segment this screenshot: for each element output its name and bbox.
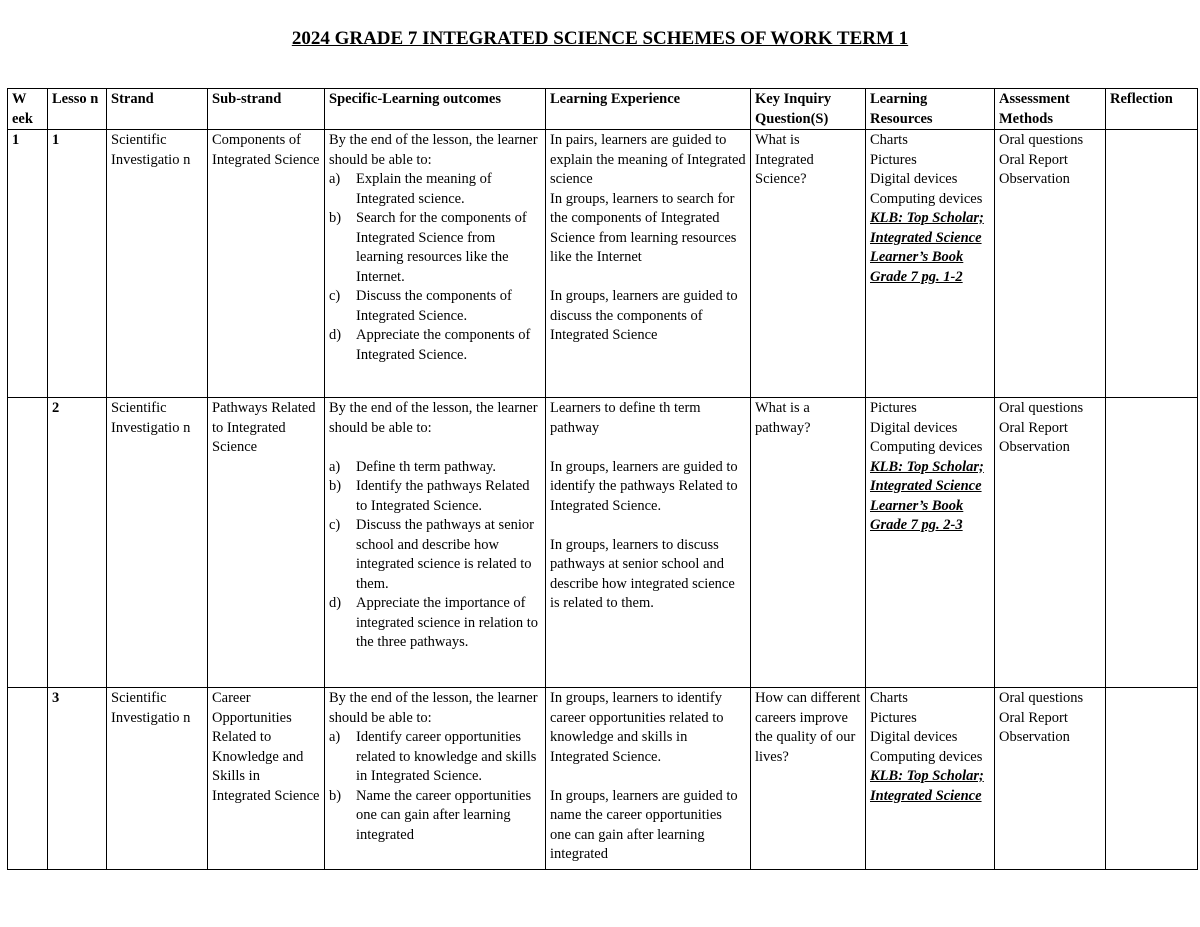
assessment-cell [995, 130, 1106, 398]
resources-cell [866, 398, 995, 688]
outcome-text: Define th term pathway. [356, 458, 496, 475]
assessment-item: Oral Report [999, 419, 1068, 436]
outcomes-cell [325, 398, 546, 688]
document-title: 2024 GRADE 7 INTEGRATED SCIENCE SCHEMES OF WORK TERM 1 [291, 28, 909, 49]
resource-item: Charts [870, 690, 908, 706]
header-inquiry: Key Inquiry Question(S) [751, 89, 866, 130]
week-cell [8, 398, 48, 688]
inquiry-cell: How can different careers improve the quality of our lives? [751, 688, 866, 870]
table-header-row [8, 89, 1198, 130]
experience-paragraph: In groups, learners are guided to name the career opportunities one can gain after learning integrated [550, 787, 738, 862]
lesson-cell: 1 [48, 130, 107, 398]
lesson-cell: 3 [48, 688, 107, 870]
assessment-item: Oral questions [999, 132, 1084, 148]
resource-item: Digital devices [870, 171, 958, 187]
outcome-item [329, 516, 541, 594]
assessment-item: Oral questions [999, 690, 1084, 706]
reflection-cell [1106, 398, 1198, 688]
strand-cell: Scientific Investigatio n [107, 688, 208, 870]
week-cell: 1 [8, 130, 48, 398]
paragraph-spacer [550, 767, 746, 787]
lesson-cell: 2 [48, 398, 107, 688]
resource-item: Charts [870, 132, 908, 148]
assessment-item: Observation [999, 171, 1070, 187]
experience-paragraph: Learners to define th term pathway [550, 400, 701, 436]
outcome-marker: b) [329, 787, 342, 804]
inquiry-cell: What is Integrated Science? [751, 130, 866, 398]
reflection-cell [1106, 130, 1198, 398]
paragraph-spacer [550, 438, 746, 458]
outcome-item [329, 458, 541, 478]
outcome-marker: b) [329, 478, 342, 494]
outcome-text: Identify career opportunities related to knowledge and skills in Integrated Science. [356, 729, 537, 784]
outcome-text: Name the career opportunities one can gain after learning integrated [356, 787, 532, 843]
resources-cell [866, 130, 995, 398]
header-outcomes: Specific-Learning outcomes [325, 89, 546, 130]
inquiry-cell: What is a pathway? [751, 398, 866, 688]
table-row [8, 130, 1198, 398]
assessment-item: Observation [999, 439, 1070, 455]
experience-paragraph: In groups, learners to discuss pathways at senior school and describe how integrated science is related to them. [550, 536, 735, 611]
outcome-item [329, 209, 541, 287]
resource-item: Computing devices [870, 439, 983, 455]
experience-paragraph: In groups, learners to search for the components of Integrated Science from learning resources like the Internet [550, 190, 737, 265]
resource-item: Digital devices [870, 419, 958, 436]
resource-item: Computing devices [870, 748, 983, 765]
assessment-cell [995, 398, 1106, 688]
outcomes-cell [325, 688, 546, 870]
assessment-item: Oral Report [999, 709, 1068, 726]
outcome-text: Explain the meaning of Integrated science. [356, 171, 492, 207]
outcome-marker: a) [329, 171, 341, 187]
outcome-marker: a) [329, 729, 341, 745]
resource-item: Pictures [870, 709, 917, 726]
assessment-cell [995, 688, 1106, 870]
assessment-item: Oral Report [999, 151, 1068, 168]
outcomes-cell [325, 130, 546, 398]
outcome-marker: d) [329, 595, 342, 611]
outcomes-list [329, 458, 541, 653]
outcomes-list [329, 170, 541, 365]
header-experience: Learning Experience [546, 89, 751, 130]
outcome-item [329, 477, 541, 516]
experience-paragraph: In groups, learners are guided to discuss the components of Integrated Science [550, 288, 738, 343]
experience-paragraph: In groups, learners to identify career opportunities related to knowledge and skills in Integrated Science. [550, 690, 724, 765]
assessment-item: Observation [999, 729, 1070, 745]
outcome-text: Appreciate the components of Integrated Science. [356, 327, 531, 363]
resource-item: Computing devices [870, 190, 983, 207]
paragraph-spacer [550, 268, 746, 288]
experience-cell [546, 130, 751, 398]
schemes-of-work-table [7, 88, 1198, 870]
assessment-item: Oral questions [999, 400, 1084, 416]
outcome-item [329, 326, 541, 365]
outcome-item [329, 287, 541, 326]
experience-paragraph: In groups, learners are guided to identify the pathways Related to Integrated Science. [550, 458, 738, 514]
textbook-reference: KLB: Top Scholar; Integrated Science Learner’s Book Grade 7 pg. 1-2 [870, 210, 984, 285]
paragraph-spacer [550, 516, 746, 536]
textbook-reference: KLB: Top Scholar; Integrated Science Learner’s Book Grade 7 pg. 2-3 [870, 458, 984, 533]
outcome-marker: d) [329, 327, 342, 343]
outcome-marker: c) [329, 517, 341, 533]
outcome-text: Search for the components of Integrated Science from learning resources like the Internet. [356, 210, 527, 285]
outcome-marker: c) [329, 288, 341, 304]
header-lesson: Lesso n [48, 89, 107, 130]
outcomes-intro: By the end of the lesson, the learner should be able to: [329, 690, 538, 726]
outcomes-intro: By the end of the lesson, the learner should be able to: [329, 400, 538, 436]
textbook-reference: KLB: Top Scholar; Integrated Science [870, 768, 984, 804]
outcomes-list [329, 728, 541, 845]
table-row [8, 398, 1198, 688]
experience-cell [546, 688, 751, 870]
resource-item: Pictures [870, 400, 917, 416]
outcomes-intro: By the end of the lesson, the learner should be able to: [329, 132, 538, 168]
table-row [8, 688, 1198, 870]
resources-cell [866, 688, 995, 870]
outcome-item [329, 594, 541, 653]
outcome-item [329, 170, 541, 209]
strand-cell: Scientific Investigatio n [107, 130, 208, 398]
substrand-cell: Components of Integrated Science [208, 130, 325, 398]
experience-cell [546, 398, 751, 688]
outcome-text: Appreciate the importance of integrated science in relation to the three pathways. [356, 595, 538, 650]
outcome-item [329, 728, 541, 787]
outcome-text: Identify the pathways Related to Integrated Science. [356, 478, 530, 514]
outcome-marker: b) [329, 210, 342, 226]
resource-item: Pictures [870, 151, 917, 168]
header-resources: Learning Resources [866, 89, 995, 130]
header-strand: Strand [107, 89, 208, 130]
substrand-cell: Pathways Related to Integrated Science [208, 398, 325, 688]
header-week: W eek [8, 89, 48, 130]
header-assessment: Assessment Methods [995, 89, 1106, 130]
outcome-text: Discuss the components of Integrated Science. [356, 288, 512, 324]
resource-item: Digital devices [870, 729, 958, 745]
experience-paragraph: In pairs, learners are guided to explain the meaning of Integrated science [550, 132, 746, 187]
outcome-marker: a) [329, 458, 341, 475]
outcome-text: Discuss the pathways at senior school and describe how integrated science is related to them. [356, 517, 534, 592]
header-substrand: Sub-strand [208, 89, 325, 130]
week-cell [8, 688, 48, 870]
header-reflection: Reflection [1106, 89, 1198, 130]
outcome-item [329, 787, 541, 846]
substrand-cell: Career Opportunities Related to Knowledge and Skills in Integrated Science [208, 688, 325, 870]
paragraph-spacer [329, 438, 541, 458]
strand-cell: Scientific Investigatio n [107, 398, 208, 688]
reflection-cell [1106, 688, 1198, 870]
